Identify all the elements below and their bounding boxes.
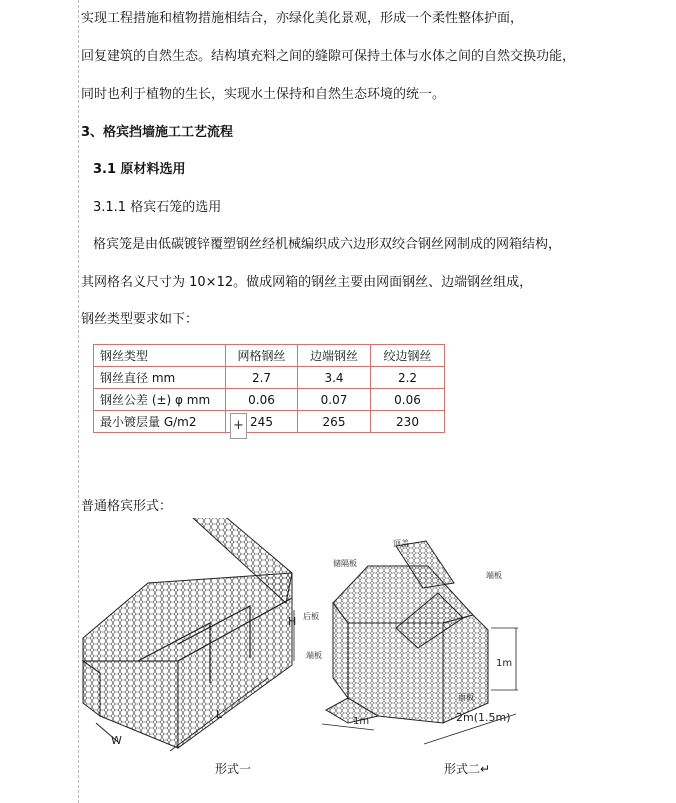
fig2-label-divider: 储隔板 [333,559,357,568]
fig1-caption: 形式一 [215,762,252,776]
table-cell: 245 [226,411,298,433]
gabion-form-1 [83,518,296,776]
body-line-2: 回复建筑的自然生态。结构填充料之间的缝隙可保持土体与水体之间的自然交换功能， [81,49,576,64]
table-cell: 265 [298,411,371,433]
table-header-cell: 钢丝类型 [94,345,226,367]
table-header-cell: 绞边钢丝 [371,345,445,367]
table-header-row [94,345,445,367]
gabion-form-2 [303,538,518,776]
fig1-label-l: L [216,708,223,721]
table-header-cell: 网格钢丝 [226,345,298,367]
table-cell: 钢丝直径 mm [94,367,226,389]
heading-3-1: 3.1 原材料选用 [93,162,186,177]
table-insert-row-button[interactable]: + [230,413,247,439]
table-cell: 最小镀层量 G/m2 [94,411,226,433]
table-cell: 0.06 [371,389,445,411]
fig2-dim-width: 1m [353,716,370,727]
fig1-label-w: W [111,734,122,747]
fig2-dim-height: 1m [496,658,513,669]
heading-3-1-1: 3.1.1 格宾石笼的选用 [93,200,222,215]
table-row [94,367,445,389]
table-row [94,389,445,411]
forms-title: 普通格宾形式： [81,499,173,514]
table-cell: 230 [371,411,445,433]
fig2-dim-length: 2m(1.5m) [456,711,511,724]
fig1-label-h: H [288,615,297,628]
gabion-figure [78,518,548,803]
table-cell: 2.2 [371,367,445,389]
table-cell: 0.07 [298,389,371,411]
fig2-label-side: 端板 [306,651,322,660]
body-line-3: 同时也利于植物的生长，实现水土保持和自然生态环境的统一。 [81,87,446,102]
fig2-label-top: 顶盖 [393,539,409,548]
table-header-cell: 边端钢丝 [298,345,371,367]
table-row [94,411,445,433]
body-line-1: 实现工程措施和植物措施相结合，亦绿化美化景观，形成一个柔性整体护面， [81,11,524,26]
fig2-label-back: 后板 [303,612,319,621]
table-cell: 3.4 [298,367,371,389]
fig2-caption: 形式二↵ [444,762,491,776]
fig2-label-front: 面板 [458,693,474,702]
paragraph-line-3: 钢丝类型要求如下： [81,312,199,327]
paragraph-line-1: 格宾笼是由低碳镀锌覆塑钢丝经机械编织成六边形双绞合钢丝网制成的网箱结构， [93,237,562,252]
wire-spec-table [93,344,445,433]
paragraph-line-2: 其网格名义尺寸为 10×12。做成网箱的钢丝主要由网面钢丝、边端钢丝组成， [81,275,533,290]
fig2-label-end: 端板 [486,571,502,580]
table-cell: 钢丝公差 (±) φ mm [94,389,226,411]
heading-3: 3、格宾挡墙施工工艺流程 [81,125,234,140]
table-cell: 0.06 [226,389,298,411]
table-cell: 2.7 [226,367,298,389]
